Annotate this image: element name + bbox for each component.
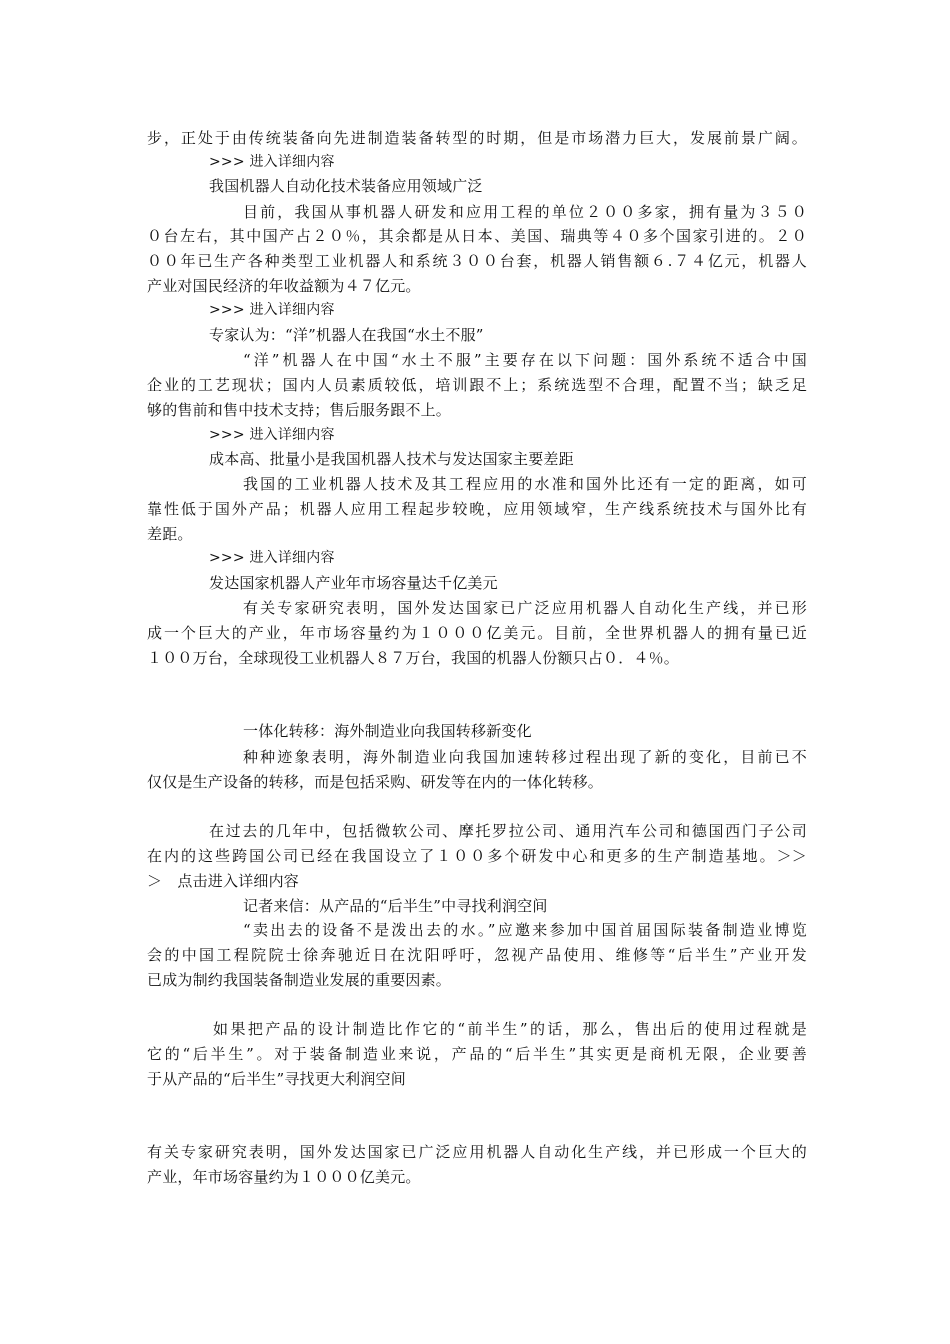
section-heading: 成本高、批量小是我国机器人技术与发达国家主要差距 [209, 450, 574, 468]
detail-link[interactable]: >>> 进入详细内容 [209, 302, 335, 318]
detail-link[interactable]: >>> 进入详细内容 [209, 427, 335, 443]
paragraph-line: 它的“后半生”。对于装备制造业来说，产品的“后半生”其实更是商机无限，企业要善 [147, 1045, 807, 1063]
paragraph-line: 步，正处于由传统装备向先进制造装备转型的时期，但是市场潜力巨大，发展前景广阔。 [147, 129, 807, 147]
section-heading: 发达国家机器人产业年市场容量达千亿美元 [209, 574, 498, 592]
detail-link[interactable]: ＞ 点击进入详细内容 [147, 872, 300, 890]
paragraph-line: ００年已生产各种类型工业机器人和系统３００台套，机器人销售额６.７４亿元，机器人 [147, 252, 807, 270]
paragraph-line: 产业，年市场容量约为１０００亿美元。 [147, 1168, 421, 1186]
paragraph-line: １００万台，全球现役工业机器人８７万台，我国的机器人份额只占０．４％。 [147, 649, 680, 667]
paragraph-line: 仅仅是生产设备的转移，而是包括采购、研发等在内的一体化转移。 [147, 773, 604, 791]
paragraph-line: 成一个巨大的产业，年市场容量约为１０００亿美元。目前，全世界机器人的拥有量已近 [147, 624, 807, 642]
paragraph-line: 产业对国民经济的年收益额为４７亿元。 [147, 277, 421, 295]
paragraph-line: 企业的工艺现状；国内人员素质较低，培训跟不上；系统选型不合理，配置不当；缺乏足 [147, 376, 807, 394]
section-heading: 记者来信：从产品的“后半生”中寻找利润空间 [243, 897, 548, 915]
paragraph-line: 于从产品的“后半生”寻找更大利润空间 [147, 1070, 406, 1088]
paragraph-line: “洋”机器人在中国“水土不服”主要存在以下问题：国外系统不适合中国 [243, 351, 807, 369]
paragraph-line: 差距。 [147, 525, 193, 543]
paragraph-line: 靠性低于国外产品；机器人应用工程起步较晚，应用领域窄，生产线系统技术与国外比有 [147, 500, 807, 518]
detail-link[interactable]: >>> 进入详细内容 [209, 154, 335, 170]
section-heading: 我国机器人自动化技术装备应用领域广泛 [209, 177, 483, 195]
paragraph-line: 目前，我国从事机器人研发和应用工程的单位２００多家，拥有量为３５０ [243, 203, 807, 221]
paragraph-line: “卖出去的设备不是泼出去的水。”应邀来参加中国首届国际装备制造业博览 [243, 921, 807, 939]
paragraph-line: 在内的这些跨国公司已经在我国设立了１００多个研发中心和更多的生产制造基地。＞＞ [147, 847, 807, 865]
paragraph-line: 够的售前和售中技术支持；售后服务跟不上。 [147, 401, 452, 419]
paragraph-line: 有关专家研究表明，国外发达国家已广泛应用机器人自动化生产线，并已形成一个巨大的 [147, 1143, 807, 1161]
paragraph-line: 在过去的几年中，包括微软公司、摩托罗拉公司、通用汽车公司和德国西门子公司 [209, 822, 807, 840]
detail-link[interactable]: >>> 进入详细内容 [209, 550, 335, 566]
paragraph-line: 会的中国工程院院士徐奔驰近日在沈阳呼吁，忽视产品使用、维修等“后半生”产业开发 [147, 946, 807, 964]
paragraph-line: ０台左右，其中国产占２０％，其余都是从日本、美国、瑞典等４０多个国家引进的。２０ [147, 227, 807, 245]
paragraph-line: 我国的工业机器人技术及其工程应用的水准和国外比还有一定的距离，如可 [243, 475, 807, 493]
paragraph-line: 种种迹象表明，海外制造业向我国加速转移过程出现了新的变化，目前已不 [243, 748, 807, 766]
paragraph-line: 有关专家研究表明，国外发达国家已广泛应用机器人自动化生产线，并已形 [243, 599, 807, 617]
section-heading: 专家认为：“洋”机器人在我国“水土不服” [209, 326, 484, 344]
paragraph-line: 如果把产品的设计制造比作它的“前半生”的话，那么，售出后的使用过程就是 [213, 1020, 807, 1038]
paragraph-line: 已成为制约我国装备制造业发展的重要因素。 [147, 971, 452, 989]
section-heading: 一体化转移：海外制造业向我国转移新变化 [243, 722, 532, 740]
